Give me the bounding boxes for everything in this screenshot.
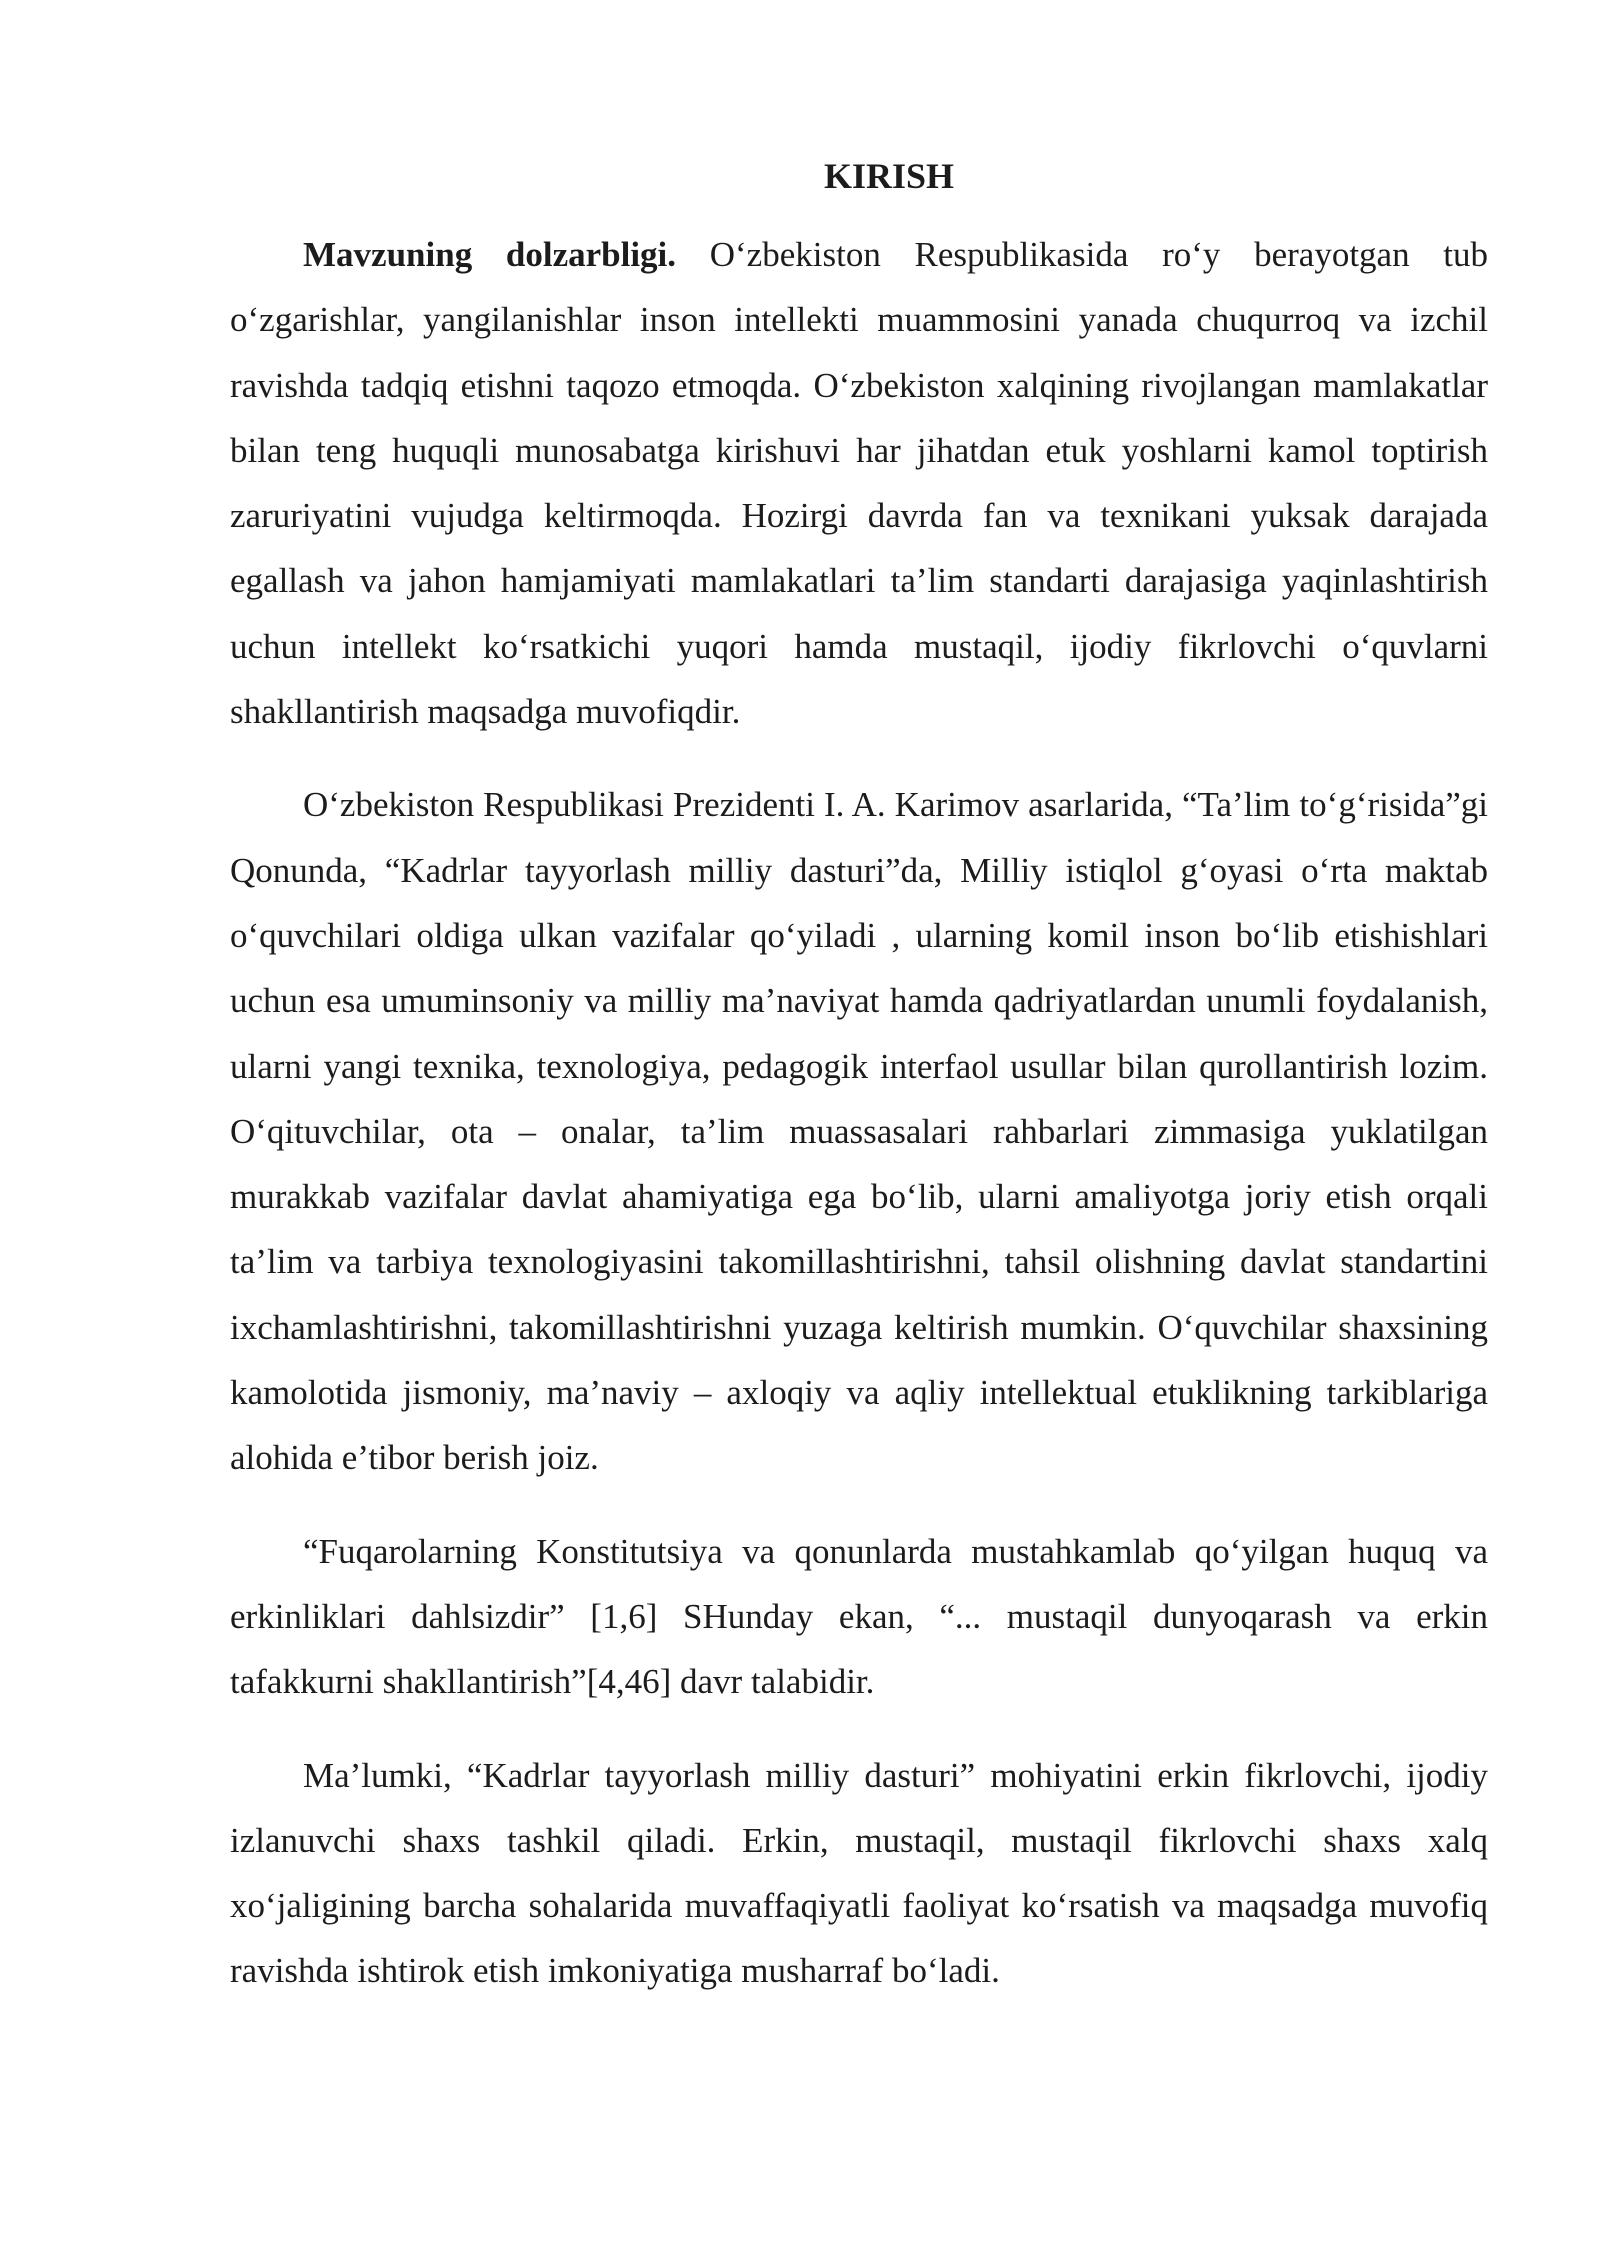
- paragraph-constitution: “Fuqarolarning Konstitutsiya va qonunlarda mustahkamlab qo‘yilgan huquq va erkinliklari dahlsizdir” [1,6] SHunday ekan, “... mustaqil dunyoqarash va erkin tafakkurni shakllantirish”[4,46] davr talabidir.: [230, 1531, 1488, 1702]
- paragraph-president: O‘zbekiston Respublikasi Prezidenti I. A. Karimov asarlarida, “Ta’lim to‘g‘risida”gi Qonunda, “Kadrlar tayyorlash milliy dasturi”da, Milliy istiqlol g‘oyasi o‘rta maktab o‘quvchilari oldiga ulkan vazifalar qo‘yiladi , ularning komil inson bo‘lib etishishlari uchun esa umuminsoniy va milliy ma’naviyat hamda qadriyatlardan unumli foydalanish, ularni yangi texnika, texnologiya, pedagogik interfaol usullar bilan qurollantirish lozim. O‘qituvchilar, ota – onalar, ta’lim muassasalari rahbarlari zimmasiga yuklatilgan murakkab vazifalar davlat ahamiyatiga ega bo‘lib, ularni amaliyotga joriy etish orqali ta’lim va tarbiya texnologiyasini takomillashtirishni, tahsil olishning davlat standartini ixchamlashtirishni, takomillashtirishni yuzaga keltirish mumkin. O‘quvchilar shaxsining kamolotida jismoniy, ma’naviy – axloqiy va aqliy intellektual etuklikning tarkiblariga alohida e’tibor berish joiz.: [230, 785, 1488, 1478]
- document-body: [230, 150, 1488, 2032]
- paragraph-text: O‘zbekiston Respublikasida ro‘y berayotgan tub o‘zgarishlar, yangilanishlar inson intellekti muammosini yanada chuqurroq va izchil ravishda tadqiq etishni taqozo etmoqda. O‘zbekiston xalqining rivojlangan mamlakatlar bilan teng huquqli munosabatga kirishuvi har jihatdan etuk yoshlarni kamol toptirish zaruriyatini vujudga keltirmoqda. Hozirgi davrda fan va texnikani yuksak darajada egallash va jahon hamjamiyati mamlakatlari ta’lim standarti darajasiga yaqinlashtirish uchun intellekt ko‘rsatkichi yuqori hamda mustaqil, ijodiy fikrlovchi o‘quvlarni shakllantirish maqsadga muvofiqdir.: [230, 235, 1488, 732]
- paragraph-relevance: [230, 222, 1488, 744]
- section-heading: KIRISH: [823, 156, 955, 196]
- paragraph-lead: Mavzuning dolzarbligi.: [303, 235, 677, 274]
- paragraph-program: Ma’lumki, “Kadrlar tayyorlash milliy dasturi” mohiyatini erkin fikrlovchi, ijodiy izlanuvchi shaxs tashkil qiladi. Erkin, mustaqil, mustaqil fikrlovchi shaxs xalq xo‘jaligining barcha sohalarida muvaffaqiyatli faoliyat ko‘rsatish va maqsadga muvofiq ravishda ishtirok etish imkoniyatiga musharraf bo‘ladi.: [230, 1755, 1488, 1991]
